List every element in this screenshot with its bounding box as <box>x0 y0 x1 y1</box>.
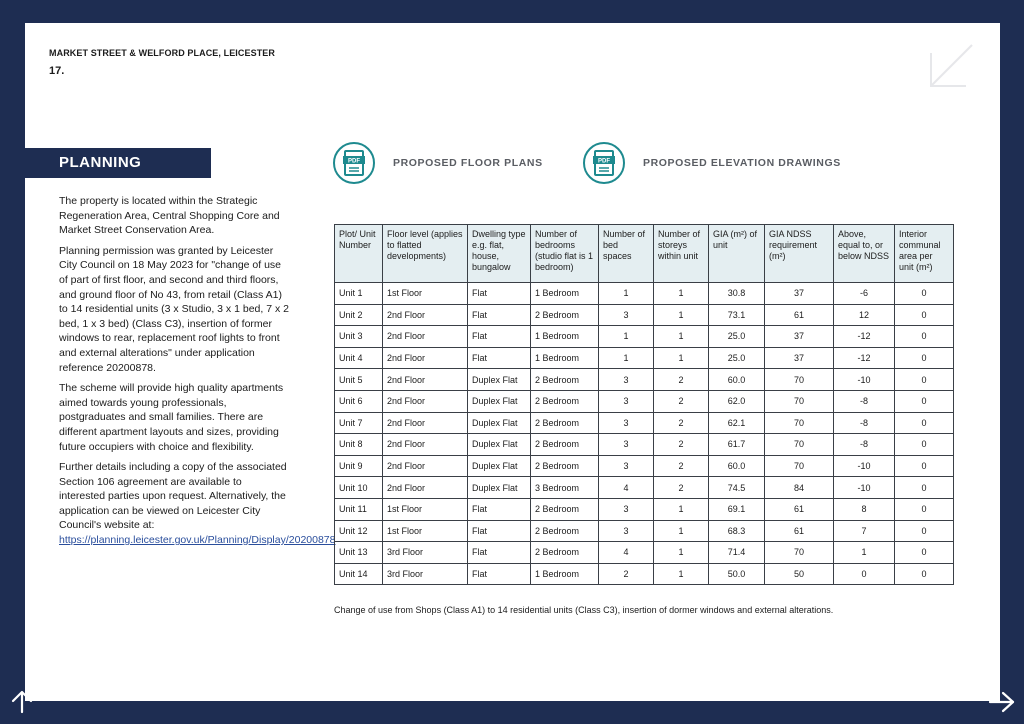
table-cell: 2 Bedroom <box>531 498 599 520</box>
table-cell: Flat <box>468 283 531 305</box>
table-cell: 70 <box>765 412 834 434</box>
table-cell: 61 <box>765 498 834 520</box>
arrow-up-icon[interactable] <box>10 690 34 714</box>
table-cell: 37 <box>765 283 834 305</box>
table-cell: 1st Floor <box>383 498 468 520</box>
table-cell: 1 Bedroom <box>531 283 599 305</box>
table-row <box>335 390 954 412</box>
table-body <box>335 283 954 585</box>
table-cell: 3 <box>599 369 654 391</box>
table-cell: Flat <box>468 304 531 326</box>
section-heading: PLANNING <box>59 154 142 171</box>
table-cell: Flat <box>468 542 531 564</box>
column-header: Number of storeys within unit <box>654 225 709 283</box>
paragraph-text: Further details including a copy of the associated Section 106 agreement are available to interested parties upon request. Alternatively, the application can be viewed on Leicester City Council's website at: <box>59 461 287 532</box>
table-cell: 0 <box>895 542 954 564</box>
table-cell: 50.0 <box>709 563 765 585</box>
table-cell: 25.0 <box>709 326 765 348</box>
column-header: Dwelling type e.g. flat, house, bungalow <box>468 225 531 283</box>
column-header: Number of bed spaces <box>599 225 654 283</box>
pdf-badge: PDF <box>348 158 360 165</box>
planning-link[interactable]: https://planning.leicester.gov.uk/Planning/Display/20200878 <box>59 534 336 547</box>
table-cell: 2nd Floor <box>383 477 468 499</box>
table-cell: 2nd Floor <box>383 434 468 456</box>
table-cell: 1 <box>654 563 709 585</box>
table-cell: -10 <box>834 455 895 477</box>
table-cell: 2 <box>654 434 709 456</box>
elevation-drawings-label: PROPOSED ELEVATION DRAWINGS <box>643 157 841 169</box>
table-cell: -8 <box>834 412 895 434</box>
table-cell: 1 <box>599 283 654 305</box>
table-cell: Unit 6 <box>335 390 383 412</box>
table-cell: 2 Bedroom <box>531 304 599 326</box>
page <box>25 23 1000 701</box>
table-cell: 3 <box>599 455 654 477</box>
table-cell: 2 <box>654 477 709 499</box>
table-cell: 70 <box>765 390 834 412</box>
column-header: GIA NDSS requirement (m²) <box>765 225 834 283</box>
table-cell: 2 Bedroom <box>531 412 599 434</box>
table-cell: Duplex Flat <box>468 369 531 391</box>
table-cell: 70 <box>765 434 834 456</box>
table-cell: -10 <box>834 369 895 391</box>
table-cell: Flat <box>468 563 531 585</box>
table-cell: 1 Bedroom <box>531 347 599 369</box>
table-cell: 2nd Floor <box>383 412 468 434</box>
table-cell: Flat <box>468 520 531 542</box>
table-cell: 0 <box>895 520 954 542</box>
table-row <box>335 520 954 542</box>
section-heading-bar <box>25 148 211 178</box>
table-cell: 60.0 <box>709 455 765 477</box>
column-header: Interior communal area per unit (m²) <box>895 225 954 283</box>
table-cell: Unit 11 <box>335 498 383 520</box>
table-cell: Flat <box>468 326 531 348</box>
table-cell: Duplex Flat <box>468 390 531 412</box>
table-row <box>335 412 954 434</box>
table-cell: Unit 4 <box>335 347 383 369</box>
page-number: 17. <box>49 65 65 77</box>
table-cell: Unit 9 <box>335 455 383 477</box>
table-cell: Duplex Flat <box>468 412 531 434</box>
table-cell: -10 <box>834 477 895 499</box>
table-cell: 71.4 <box>709 542 765 564</box>
table-cell: 2 Bedroom <box>531 520 599 542</box>
elevation-drawings-button[interactable] <box>583 142 841 184</box>
table-cell: 61.7 <box>709 434 765 456</box>
table-cell: 3 <box>599 498 654 520</box>
table-cell: Unit 10 <box>335 477 383 499</box>
table-cell: -8 <box>834 434 895 456</box>
table-cell: 0 <box>895 455 954 477</box>
table-cell: 8 <box>834 498 895 520</box>
table-cell: 3 <box>599 412 654 434</box>
table-cell: 2nd Floor <box>383 455 468 477</box>
table-header-row <box>335 225 954 283</box>
table-row <box>335 304 954 326</box>
column-header: Above, equal to, or below NDSS <box>834 225 895 283</box>
table-row <box>335 347 954 369</box>
planning-description <box>59 194 336 548</box>
table-cell: Duplex Flat <box>468 455 531 477</box>
table-cell: Unit 1 <box>335 283 383 305</box>
table-cell: 2 <box>654 369 709 391</box>
table-cell: 2nd Floor <box>383 390 468 412</box>
column-header: Floor level (applies to flatted developments) <box>383 225 468 283</box>
table-cell: 1 <box>654 304 709 326</box>
column-header: Number of bedrooms (studio flat is 1 bedroom) <box>531 225 599 283</box>
table-cell: 2nd Floor <box>383 369 468 391</box>
table-cell: 74.5 <box>709 477 765 499</box>
table-cell: 3 <box>599 520 654 542</box>
table-cell: 37 <box>765 347 834 369</box>
table-cell: 4 <box>599 477 654 499</box>
arrow-down-left-icon <box>926 41 976 93</box>
table-cell: 70 <box>765 369 834 391</box>
table-cell: 60.0 <box>709 369 765 391</box>
table-row <box>335 283 954 305</box>
table-cell: 0 <box>895 390 954 412</box>
table-cell: Unit 8 <box>335 434 383 456</box>
table-cell: 2 <box>599 563 654 585</box>
table-cell: 0 <box>895 369 954 391</box>
table-cell: Unit 13 <box>335 542 383 564</box>
table-cell: Unit 2 <box>335 304 383 326</box>
table-cell: 1 <box>599 326 654 348</box>
table-cell: 0 <box>895 477 954 499</box>
table-cell: Unit 3 <box>335 326 383 348</box>
table-cell: 12 <box>834 304 895 326</box>
table-cell: 37 <box>765 326 834 348</box>
table-cell: 62.0 <box>709 390 765 412</box>
table-row <box>335 369 954 391</box>
table-cell: 25.0 <box>709 347 765 369</box>
table-cell: 2nd Floor <box>383 304 468 326</box>
table-cell: 61 <box>765 304 834 326</box>
table-cell: 3 <box>599 390 654 412</box>
table-cell: 1 <box>654 283 709 305</box>
table-cell: -12 <box>834 347 895 369</box>
table-cell: 0 <box>895 563 954 585</box>
table-cell: 0 <box>895 498 954 520</box>
table-cell: 1 <box>599 347 654 369</box>
table-cell: 1 <box>654 520 709 542</box>
table-cell: 1 <box>654 498 709 520</box>
table-row <box>335 563 954 585</box>
table-cell: 1st Floor <box>383 283 468 305</box>
table-cell: 3 <box>599 304 654 326</box>
table-cell: 0 <box>895 434 954 456</box>
table-cell: 3 Bedroom <box>531 477 599 499</box>
column-header: Plot/ Unit Number <box>335 225 383 283</box>
floor-plans-label: PROPOSED FLOOR PLANS <box>393 157 543 169</box>
paragraph: Planning permission was granted by Leicester City Council on 18 May 2023 for "change of use of part of first floor, and second and third floors, and ground floor of No 43, from retail (Class A1) to 14 residential units (3 x Studio, 3 x 1 bed, 7 x 2 bed, 1 x 3 bed) (Class C3), insertion of former windows to rear, replacement roof lights to front and external alterations" under application reference 20200878. <box>59 244 289 374</box>
table-cell: 7 <box>834 520 895 542</box>
pdf-icon <box>583 142 625 184</box>
table-row <box>335 326 954 348</box>
table-cell: 30.8 <box>709 283 765 305</box>
table-cell: 1 <box>654 542 709 564</box>
table-cell: Unit 5 <box>335 369 383 391</box>
table-cell: Flat <box>468 347 531 369</box>
table-cell: 70 <box>765 455 834 477</box>
table-row <box>335 542 954 564</box>
table-cell: 2 <box>654 390 709 412</box>
pdf-document-icon <box>593 150 615 176</box>
table-cell: 50 <box>765 563 834 585</box>
table-cell: 1 Bedroom <box>531 326 599 348</box>
table-cell: 3rd Floor <box>383 542 468 564</box>
pdf-badge: PDF <box>598 158 610 165</box>
table-cell: 70 <box>765 542 834 564</box>
pdf-document-icon <box>343 150 365 176</box>
table-cell: 2 <box>654 412 709 434</box>
pdf-icon <box>333 142 375 184</box>
table-cell: 69.1 <box>709 498 765 520</box>
table-cell: 3rd Floor <box>383 563 468 585</box>
table-cell: 2 <box>654 455 709 477</box>
table-cell: 2 Bedroom <box>531 434 599 456</box>
table-cell: 3 <box>599 434 654 456</box>
table-cell: 1 <box>654 347 709 369</box>
table-cell: 1 <box>834 542 895 564</box>
table-cell: Unit 14 <box>335 563 383 585</box>
table-cell: Unit 12 <box>335 520 383 542</box>
table-cell: -12 <box>834 326 895 348</box>
paragraph <box>59 460 336 548</box>
table-cell: 1 Bedroom <box>531 563 599 585</box>
table-cell: -8 <box>834 390 895 412</box>
table-cell: Flat <box>468 498 531 520</box>
table-cell: 73.1 <box>709 304 765 326</box>
table-cell: 1 <box>654 326 709 348</box>
arrow-right-icon[interactable] <box>988 690 1016 714</box>
document-title: MARKET STREET & WELFORD PLACE, LEICESTER <box>49 48 276 58</box>
table-cell: Unit 7 <box>335 412 383 434</box>
table-cell: 2 Bedroom <box>531 455 599 477</box>
table-cell: 0 <box>895 412 954 434</box>
table-cell: 0 <box>895 283 954 305</box>
table-cell: -6 <box>834 283 895 305</box>
floor-plans-button[interactable] <box>333 142 543 184</box>
units-table <box>334 224 954 585</box>
table-cell: 62.1 <box>709 412 765 434</box>
table-row <box>335 498 954 520</box>
table-cell: 2nd Floor <box>383 347 468 369</box>
table-cell: Duplex Flat <box>468 477 531 499</box>
table-cell: 4 <box>599 542 654 564</box>
table-cell: 0 <box>834 563 895 585</box>
column-header: GIA (m²) of unit <box>709 225 765 283</box>
table-cell: 2nd Floor <box>383 326 468 348</box>
table-cell: 2 Bedroom <box>531 390 599 412</box>
table-row <box>335 477 954 499</box>
table-cell: 2 Bedroom <box>531 369 599 391</box>
table-cell: 0 <box>895 304 954 326</box>
table-cell: Duplex Flat <box>468 434 531 456</box>
table-cell: 0 <box>895 347 954 369</box>
paragraph: The property is located within the Strategic Regeneration Area, Central Shopping Core and Market Street Conservation Area. <box>59 195 280 237</box>
table-row <box>335 455 954 477</box>
table-cell: 2 Bedroom <box>531 542 599 564</box>
table-cell: 84 <box>765 477 834 499</box>
table-caption: Change of use from Shops (Class A1) to 14 residential units (Class C3), insertion of dormer windows and external alterations. <box>334 605 834 615</box>
table-cell: 0 <box>895 326 954 348</box>
table-cell: 61 <box>765 520 834 542</box>
paragraph: The scheme will provide high quality apartments aimed towards young professionals, postgraduates and small families. There are different apartment layouts and sizes, providing future occupiers with choice and flexibility. <box>59 382 284 453</box>
table-row <box>335 434 954 456</box>
table-cell: 68.3 <box>709 520 765 542</box>
table-cell: 1st Floor <box>383 520 468 542</box>
